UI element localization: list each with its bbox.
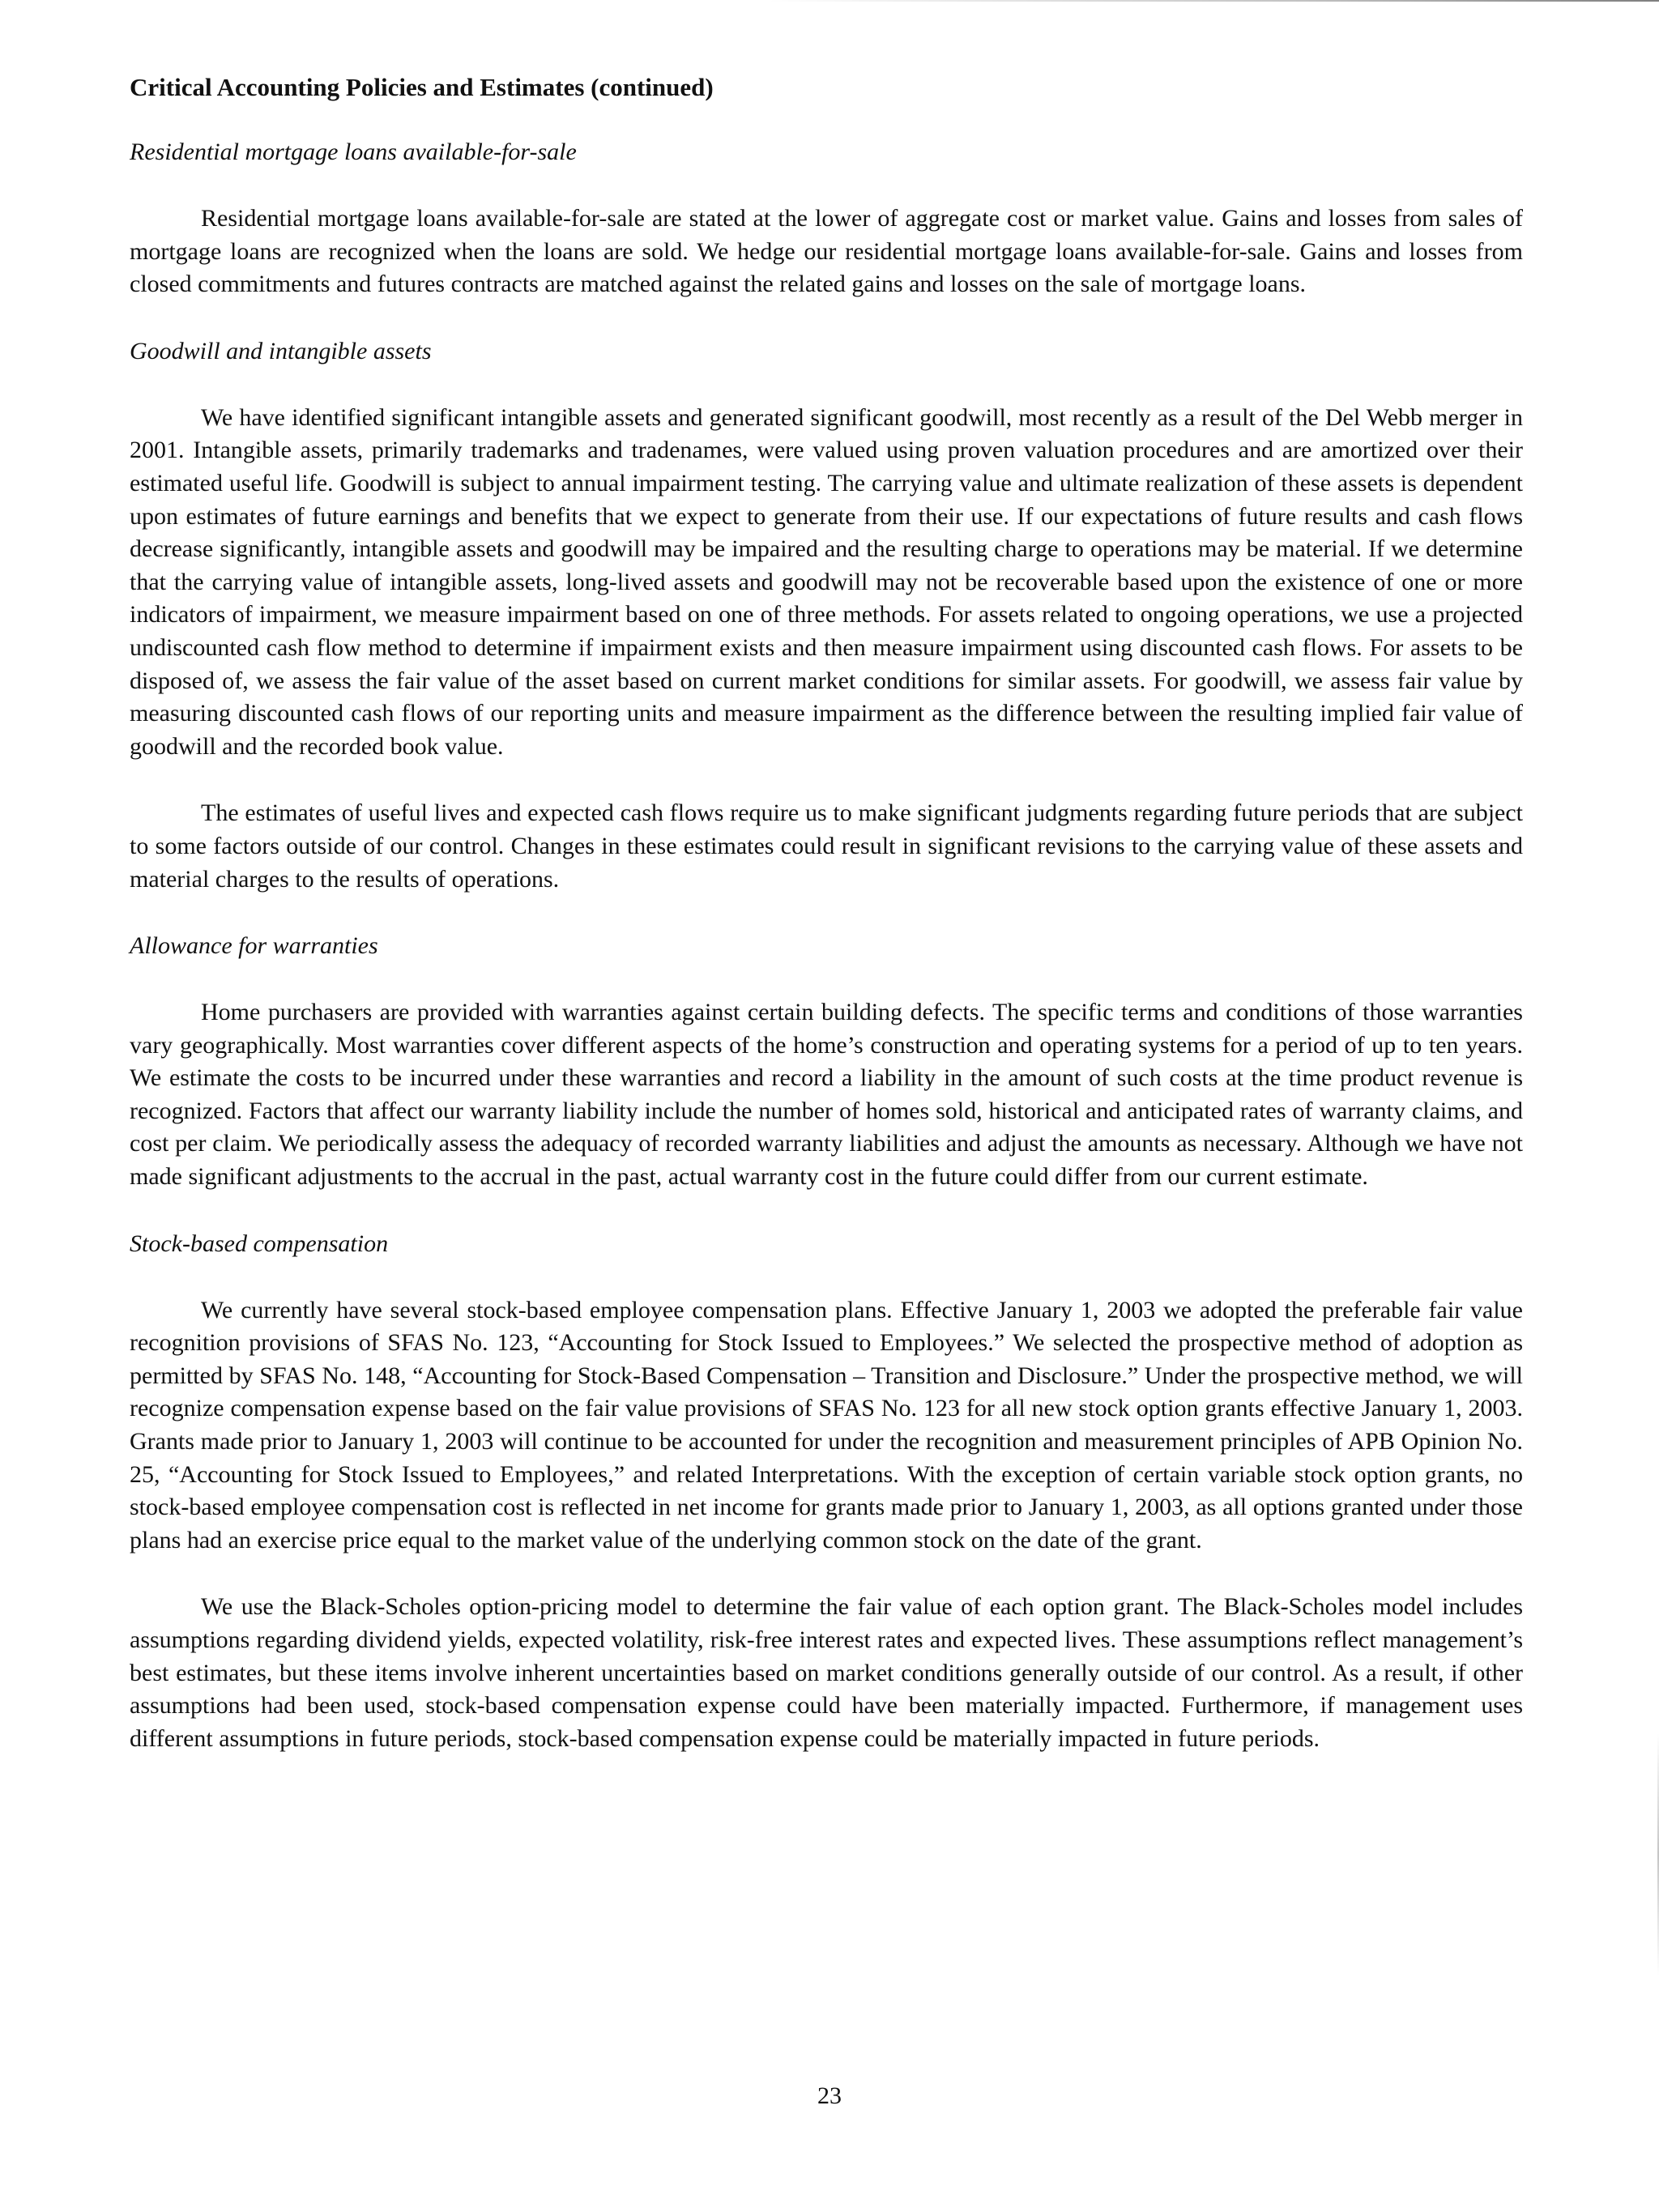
section-heading: Allowance for warranties [130,932,378,960]
section-allowance-for-warranties [130,930,1523,1194]
document-page [130,71,1523,1789]
section-heading: Goodwill and intangible assets [130,337,432,364]
section-goodwill-intangible-assets [130,335,1523,896]
page-number: 23 [817,2082,842,2109]
paragraph: We have identified significant intangible assets and generated significant goodwill, most recently as a result of the Del Webb merger in 2001. Intangible assets, primarily trademarks and tradenames, were valued using proven valuation procedures and are amortized over their estimated useful life. Goodwill is subject to annual impairment testing. The carrying value and ultimate realization of these assets is dependent upon estimates of future earnings and benefits that we expect to generate from their use. If our expectations of future results and cash flows decrease significantly, intangible assets and goodwill may be impaired and the resulting charge to operations may be material. If we determine that the carrying value of intangible assets, long-lived assets and goodwill may not be recoverable based upon the existence of one or more indicators of impairment, we measure impairment based on one of three methods. For assets related to ongoing operations, we use a projected undiscounted cash flow method to determine if impairment exists and then measure impairment using discounted cash flows. For assets to be disposed of, we assess the fair value of the asset based on current market conditions for similar assets. For goodwill, we assess fair value by measuring discounted cash flows of our reporting units and measure impairment as the difference between the resulting implied fair value of goodwill and the recorded book value. [130,403,1523,760]
paragraph: We use the Black-Scholes option-pricing model to determine the fair value of each option grant. The Black-Scholes model includes assumptions regarding dividend yields, expected volatility, risk-free interest rates and expected lives. These assumptions reflect management’s best estimates, but these items involve inherent uncertainties based on market conditions generally outside of our control. As a result, if other assumptions had been used, stock-based compensation expense could have been materially impacted. Furthermore, if management uses different assumptions in future periods, stock-based compensation expense could be materially impacted in future periods. [130,1593,1523,1752]
paragraph: We currently have several stock-based employee compensation plans. Effective January 1, 2003 we adopted the preferable fair value recognition provisions of SFAS No. 123, “Accounting for Stock Issued to Employees.” We selected the prospective method of adoption as permitted by SFAS No. 148, “Accounting for Stock-Based Compensation – Transition and Disclosure.” Under the prospective method, we will recognize compensation expense based on the fair value provisions of SFAS No. 123 for all new stock option grants effective January 1, 2003. Grants made prior to January 1, 2003 will continue to be accounted for under the recognition and measurement principles of APB Opinion No. 25, “Accounting for Stock Issued to Employees,” and related Interpretations. With the exception of certain variable stock option grants, no stock-based employee compensation cost is reflected in net income for grants made prior to January 1, 2003, as all options granted under those plans had an exercise price equal to the market value of the underlying common stock on the date of the grant. [130,1296,1523,1554]
paragraph: Residential mortgage loans available-for-sale are stated at the lower of aggregate cost or market value. Gains and losses from sales of mortgage loans are recognized when the loans are sold. We hedge our residential mortgage loans available-for-sale. Gains and losses from closed commitments and futures contracts are matched against the related gains and losses on the sale of mortgage loans. [130,205,1523,298]
section-heading: Residential mortgage loans available-for-sale [130,139,577,165]
section-stock-based-compensation [130,1228,1523,1756]
section-residential-mortgage-loans [130,136,1523,301]
section-heading: Stock-based compensation [130,1230,389,1257]
scan-artifact-top [768,0,1659,2]
paragraph: Home purchasers are provided with warranties against certain building defects. The specific terms and conditions of those warranties vary geographically. Most warranties cover different aspects of the home’s construction and operating systems for a period of up to ten years. We estimate the costs to be incurred under these warranties and record a liability in the amount of such costs at the time product revenue is recognized. Factors that affect our warranty liability include the number of homes sold, historical and anticipated rates of warranty claims, and cost per claim. We periodically assess the adequacy of recorded warranty liabilities and adjust the amounts as necessary. Although we have not made significant adjustments to the accrual in the past, actual warranty cost in the future could differ from our current estimate. [130,999,1523,1191]
paragraph: The estimates of useful lives and expected cash flows require us to make significant judgments regarding future periods that are subject to some factors outside of our control. Changes in these estimates could result in significant revisions to the carrying value of these assets and material charges to the results of operations. [130,799,1523,893]
page-title: Critical Accounting Policies and Estimates (continued) [130,73,714,101]
